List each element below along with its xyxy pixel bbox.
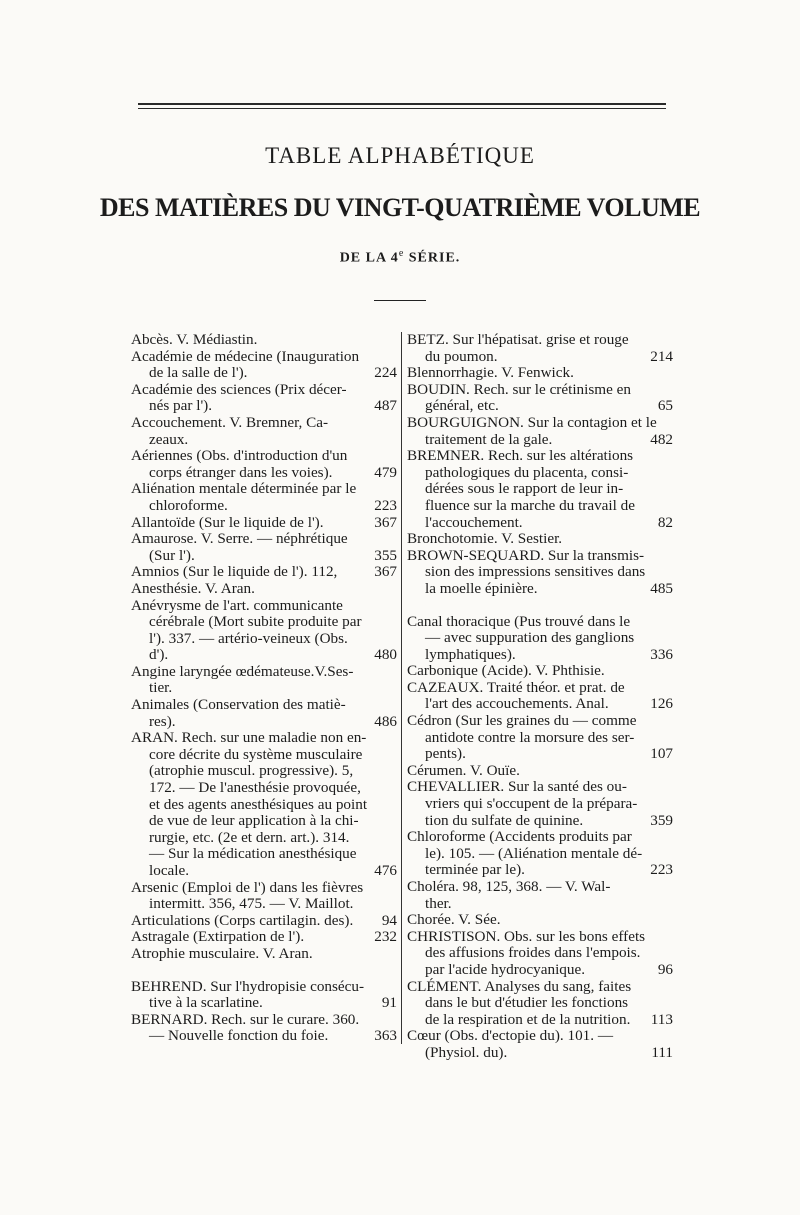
page-ref: 224 <box>374 364 397 382</box>
entry-line: (atrophie muscul. progressive). 5, <box>149 762 354 780</box>
entry-line: Amaurose. V. Serre. — néphrétique <box>131 530 348 548</box>
entry-text: d'). <box>149 646 169 664</box>
entry-line: CAZEAUX. Traité théor. et prat. de <box>407 678 625 696</box>
page-ref: 91 <box>381 994 397 1012</box>
entry-line: Anesthésie. V. Aran. <box>131 579 255 597</box>
entry-line <box>408 647 673 664</box>
entry-line <box>408 349 673 366</box>
column-divider <box>401 332 402 1044</box>
entry-text: la moelle épinière. <box>425 579 538 597</box>
entry-line: Canal thoracique (Pus trouvé dans le <box>407 612 631 630</box>
page-ref: 214 <box>650 347 673 365</box>
index-entry <box>408 829 673 879</box>
page-ref: 96 <box>657 960 673 978</box>
page-ref: 359 <box>650 811 673 829</box>
entry-text: traitement de la gale. <box>425 430 553 448</box>
entry-line: l'). 337. — artério-veineux (Obs. <box>149 629 348 647</box>
page-ref: 363 <box>374 1027 397 1045</box>
index-entry <box>408 912 673 929</box>
entry-line: Aériennes (Obs. d'introduction d'un <box>131 447 348 465</box>
entry-line: Blennorrhagie. V. Fenwick. <box>407 364 574 382</box>
entry-line: Cérumen. V. Ouïe. <box>407 761 520 779</box>
index-entry <box>132 880 397 913</box>
entry-line: Chorée. V. Sée. <box>407 911 501 929</box>
entry-line: — avec suppuration des ganglions <box>425 629 635 647</box>
entry-line <box>132 929 397 946</box>
entry-line <box>408 696 673 713</box>
page-subtitle: DES MATIÈRES DU VINGT-QUATRIÈME VOLUME <box>99 193 701 222</box>
entry-text: l'accouchement. <box>425 513 523 531</box>
entry-line <box>408 432 673 449</box>
index-entry <box>132 913 397 930</box>
index-entry <box>132 481 397 514</box>
entry-text: (Sur l'). <box>149 546 195 564</box>
page-ref: 485 <box>650 579 673 597</box>
entry-line: vriers qui s'occupent de la prépara- <box>425 795 638 813</box>
entry-line: Bronchotomie. V. Sestier. <box>407 530 563 548</box>
index-entry <box>132 332 397 349</box>
entry-line: des affusions froides dans l'empois. <box>425 944 641 962</box>
index-entry <box>132 929 397 946</box>
index-column-left <box>132 332 397 1045</box>
entry-text: par l'acide hydrocyanique. <box>425 960 586 978</box>
entry-text: terminée par le). <box>425 861 525 879</box>
entry-line <box>408 862 673 879</box>
page-ref: 232 <box>374 928 397 946</box>
page-ref: 487 <box>374 397 397 415</box>
entry-text: Articulations (Corps cartilagin. des). <box>131 911 354 929</box>
index-entry <box>408 448 673 531</box>
entry-text: de la salle de l'). <box>149 364 248 382</box>
entry-line: Anévrysme de l'art. communicante <box>131 596 343 614</box>
entry-line: fluence sur la marche du travail de <box>425 496 635 514</box>
index-entry <box>132 664 397 697</box>
entry-line: 172. — De l'anesthésie provoquée, <box>149 779 361 797</box>
entry-line <box>132 995 397 1012</box>
entry-line <box>132 398 397 415</box>
page-title: TABLE ALPHABÉTIQUE <box>265 143 535 168</box>
index-entry <box>408 680 673 713</box>
index-entry <box>132 415 397 448</box>
index-entry <box>132 730 397 879</box>
entry-line: — Sur la médication anesthésique <box>149 845 357 863</box>
entry-line: zeaux. <box>149 430 189 448</box>
entry-line: Académie de médecine (Inauguration <box>131 347 360 365</box>
index-entry <box>408 979 673 1029</box>
entry-line: BOUDIN. Rech. sur le crétinisme en <box>407 380 631 398</box>
entry-text: corps étranger dans les voies). <box>149 463 333 481</box>
entry-line <box>408 1045 673 1062</box>
page-ref: 94 <box>381 911 397 929</box>
entry-text: locale. <box>149 862 190 879</box>
index-entry <box>408 415 673 448</box>
index-entry <box>132 382 397 415</box>
entry-line <box>132 564 397 581</box>
entry-line: Accouchement. V. Bremner, Ca- <box>131 413 329 431</box>
entry-line: Arsenic (Emploi de l') dans les fièvres <box>131 878 364 896</box>
entry-text: res). <box>149 712 176 730</box>
entry-gap <box>408 598 673 614</box>
entry-line: BERNARD. Rech. sur le curare. 360. <box>131 1010 360 1028</box>
page-ref: 111 <box>651 1043 673 1061</box>
page-ref: 82 <box>657 513 673 531</box>
entry-line <box>408 581 673 598</box>
top-rule-thin <box>138 108 666 109</box>
entry-line: rurgie, etc. (2e et dern. art.). 314. <box>149 828 350 846</box>
entry-line <box>132 714 397 731</box>
entry-text: lymphatiques). <box>425 645 516 663</box>
index-entry <box>408 779 673 829</box>
index-column-right <box>408 332 673 1062</box>
entry-line: BETZ. Sur l'hépatisat. grise et rouge <box>407 331 629 348</box>
index-entry <box>408 879 673 912</box>
page-ref: 486 <box>374 712 397 730</box>
index-entry <box>132 581 397 598</box>
index-entry <box>408 548 673 598</box>
page-ref: 482 <box>650 430 673 448</box>
index-entry <box>132 515 397 532</box>
entry-line: Cédron (Sur les graines du — comme <box>407 712 637 730</box>
entry-text: Allantoïde (Sur le liquide de l'). <box>131 513 324 531</box>
index-entry <box>132 946 397 963</box>
index-entry <box>408 332 673 365</box>
page-ref: 367 <box>374 563 397 581</box>
entry-line: cérébrale (Mort subite produite par <box>149 613 362 631</box>
entry-line <box>408 515 673 532</box>
entry-line: pathologiques du placenta, consi- <box>425 463 629 481</box>
index-entry <box>408 713 673 763</box>
entry-line <box>132 863 397 880</box>
entry-text: nés par l'). <box>149 397 213 415</box>
entry-line: dans le but d'étudier les fonctions <box>425 994 629 1012</box>
entry-line: Cœur (Obs. d'ectopie du). 101. — <box>407 1027 614 1045</box>
entry-line: de vue de leur application à la chi- <box>149 812 359 830</box>
entry-line <box>132 1028 397 1045</box>
entry-line: Aliénation mentale déterminée par le <box>131 480 357 498</box>
entry-text: du poumon. <box>425 347 498 365</box>
entry-line: et des agents anesthésiques au point <box>149 795 368 813</box>
entry-line <box>408 398 673 415</box>
page-ref: 336 <box>650 645 673 663</box>
entry-line: antidote contre la morsure des ser- <box>425 728 635 746</box>
entry-line: tier. <box>149 679 173 697</box>
entry-text: Amnios (Sur le liquide de l'). 112, <box>131 563 338 581</box>
entry-text: tion du sulfate de quinine. <box>425 811 584 829</box>
entry-line: BROWN-SEQUARD. Sur la transmis- <box>407 546 645 564</box>
entry-line: CLÉMENT. Analyses du sang, faites <box>407 977 632 995</box>
entry-line <box>408 813 673 830</box>
index-entry <box>132 1012 397 1045</box>
entry-line <box>408 746 673 763</box>
entry-line <box>132 465 397 482</box>
entry-line: BEHREND. Sur l'hydropisie consécu- <box>131 977 365 995</box>
entry-line: Animales (Conservation des matiè- <box>131 696 346 714</box>
page-ref: 480 <box>374 646 397 664</box>
section-divider <box>374 300 426 301</box>
entry-line: dérées sous le rapport de leur in- <box>425 480 624 498</box>
top-rule <box>138 103 666 105</box>
page-ref: 223 <box>374 496 397 514</box>
entry-text: pents). <box>425 745 466 763</box>
entry-line: Carbonique (Acide). V. Phthisie. <box>407 662 605 680</box>
entry-line: le). 105. — (Aliénation mentale dé- <box>425 844 643 862</box>
entry-line <box>132 647 397 664</box>
entry-line: Atrophie musculaire. V. Aran. <box>131 944 313 962</box>
index-entry <box>408 1028 673 1061</box>
index-entry <box>132 979 397 1012</box>
entry-line: CHEVALLIER. Sur la santé des ou- <box>407 778 627 796</box>
entry-gap <box>132 963 397 979</box>
entry-text: (Physiol. du). <box>425 1043 508 1061</box>
entry-line: core décrite du système musculaire <box>149 745 363 763</box>
entry-text: tive à la scarlatine. <box>149 994 263 1012</box>
entry-text: de la respiration et de la nutrition. <box>425 1010 631 1028</box>
page-ref: 223 <box>650 861 673 879</box>
index-entry <box>408 614 673 664</box>
entry-line: BREMNER. Rech. sur les altérations <box>407 447 634 465</box>
entry-line: intermitt. 356, 475. — V. Maillot. <box>149 895 354 913</box>
entry-line: CHRISTISON. Obs. sur les bons effets <box>407 927 646 945</box>
index-entry <box>408 663 673 680</box>
entry-text: Astragale (Extirpation de l'). <box>131 928 305 946</box>
index-entry <box>408 763 673 780</box>
page-ref: 113 <box>650 1010 673 1028</box>
entry-line: Abcès. V. Médiastin. <box>131 331 258 348</box>
page-ref: 355 <box>374 546 397 564</box>
entry-line <box>132 515 397 532</box>
page-ref: 367 <box>374 513 397 531</box>
entry-line: Angine laryngée œdémateuse.V.Ses- <box>131 662 354 680</box>
index-entry <box>132 697 397 730</box>
entry-line: ARAN. Rech. sur une maladie non en- <box>131 729 367 747</box>
index-entry <box>132 448 397 481</box>
entry-line <box>132 913 397 930</box>
page-ref: 476 <box>374 862 397 879</box>
entry-text: général, etc. <box>425 397 499 415</box>
entry-text: chloroforme. <box>149 496 228 514</box>
entry-text: l'art des accouchements. Anal. <box>425 695 609 713</box>
index-entry <box>132 598 397 664</box>
index-entry <box>132 531 397 564</box>
index-entry <box>408 382 673 415</box>
entry-text: — Nouvelle fonction du foie. <box>149 1027 329 1045</box>
page-ref: 65 <box>657 397 673 415</box>
entry-line: sion des impressions sensitives dans <box>425 563 646 581</box>
index-entry <box>132 564 397 581</box>
index-entry <box>408 929 673 979</box>
index-entry <box>408 365 673 382</box>
entry-line: ther. <box>425 894 452 912</box>
index-entry <box>132 349 397 382</box>
entry-line <box>132 548 397 565</box>
entry-line: Académie des sciences (Prix décer- <box>131 380 347 398</box>
page-ref: 479 <box>374 463 397 481</box>
entry-line <box>408 962 673 979</box>
entry-line: Chloroforme (Accidents produits par <box>407 828 632 846</box>
entry-line: BOURGUIGNON. Sur la contagion et le <box>407 413 657 431</box>
page-ref: 126 <box>650 695 673 713</box>
series-line: DE LA 4e SÉRIE. <box>339 248 461 266</box>
entry-line <box>132 365 397 382</box>
entry-line <box>408 1012 673 1029</box>
entry-line: Choléra. 98, 125, 368. — V. Wal- <box>407 878 611 895</box>
index-entry <box>408 531 673 548</box>
page-ref: 107 <box>650 745 673 763</box>
entry-line <box>132 498 397 515</box>
